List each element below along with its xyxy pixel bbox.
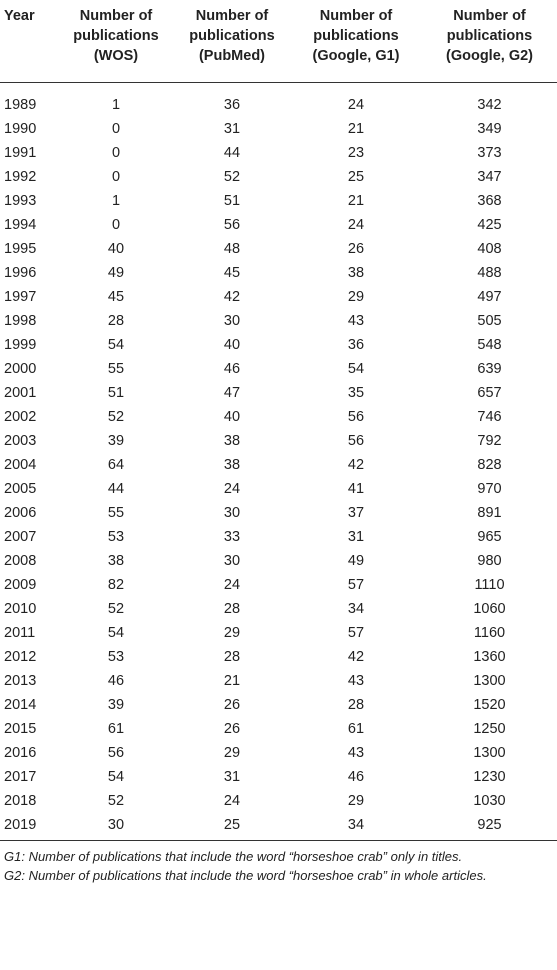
cell-wos: 55 [107, 360, 125, 377]
cell-year: 1992 [4, 168, 37, 185]
table-row [0, 549, 557, 573]
cell-year: 2015 [4, 720, 37, 737]
table-row [0, 213, 557, 237]
footnote-g2: G2: Number of publications that include the word “horseshoe crab” in whole articles. [4, 867, 487, 883]
cell-google-g1: 25 [347, 168, 365, 185]
header-line: Number of [319, 8, 393, 24]
cell-year: 2009 [4, 576, 37, 593]
cell-google-g1: 57 [347, 576, 365, 593]
cell-year: 1989 [4, 96, 37, 113]
cell-google-g2: 1250 [473, 720, 506, 737]
cell-wos: 38 [107, 552, 125, 569]
cell-wos: 44 [107, 480, 125, 497]
cell-wos: 55 [107, 504, 125, 521]
header-spacer [0, 82, 557, 93]
cell-year: 1990 [4, 120, 37, 137]
cell-year: 2000 [4, 360, 37, 377]
cell-year: 2005 [4, 480, 37, 497]
header-google-g1 [290, 0, 422, 82]
cell-google-g1: 43 [347, 672, 365, 689]
cell-pubmed: 45 [223, 264, 241, 281]
header-line: Number of [453, 8, 526, 24]
cell-year: 2004 [4, 456, 37, 473]
cell-pubmed: 30 [223, 552, 241, 569]
header-line: publications [446, 28, 533, 44]
cell-google-g1: 21 [347, 120, 365, 137]
cell-pubmed: 42 [223, 288, 241, 305]
cell-google-g2: 746 [477, 408, 502, 425]
cell-year: 1996 [4, 264, 37, 281]
cell-wos: 40 [107, 240, 125, 257]
table-row [0, 573, 557, 597]
cell-google-g1: 56 [347, 408, 365, 425]
cell-google-g2: 1300 [473, 672, 506, 689]
table-row [0, 813, 557, 837]
header-row [0, 0, 557, 82]
table-row [0, 717, 557, 741]
cell-google-g2: 497 [477, 288, 502, 305]
cell-google-g1: 41 [347, 480, 365, 497]
cell-year: 2002 [4, 408, 37, 425]
cell-google-g2: 425 [477, 216, 502, 233]
cell-wos: 56 [107, 744, 125, 761]
cell-wos: 53 [107, 648, 125, 665]
cell-wos: 61 [107, 720, 125, 737]
table-row [0, 525, 557, 549]
cell-google-g1: 31 [347, 528, 365, 545]
cell-pubmed: 31 [223, 120, 241, 137]
header-year [0, 0, 58, 82]
cell-google-g2: 891 [477, 504, 502, 521]
cell-wos: 39 [107, 696, 125, 713]
cell-pubmed: 29 [223, 624, 241, 641]
cell-wos: 64 [107, 456, 125, 473]
cell-wos: 46 [107, 672, 125, 689]
table-row [0, 333, 557, 357]
cell-google-g2: 1030 [473, 792, 506, 809]
cell-google-g2: 1520 [473, 696, 506, 713]
cell-google-g2: 1060 [473, 600, 506, 617]
cell-google-g2: 373 [477, 144, 502, 161]
header-line: publications [189, 28, 275, 44]
cell-google-g1: 42 [347, 648, 365, 665]
cell-year: 2001 [4, 384, 37, 401]
cell-pubmed: 24 [223, 576, 241, 593]
cell-google-g1: 38 [347, 264, 365, 281]
cell-google-g2: 505 [477, 312, 502, 329]
cell-google-g1: 34 [347, 816, 365, 833]
cell-pubmed: 29 [223, 744, 241, 761]
footnote-g1: G1: Number of publications that include the word “horseshoe crab” only in titles. [4, 848, 463, 864]
table-row [0, 93, 557, 117]
table-row [0, 189, 557, 213]
cell-pubmed: 44 [223, 144, 241, 161]
cell-wos: 0 [111, 168, 121, 185]
cell-google-g2: 970 [477, 480, 502, 497]
table-header [0, 0, 557, 82]
cell-google-g2: 828 [477, 456, 502, 473]
cell-google-g1: 29 [347, 792, 365, 809]
table-row [0, 453, 557, 477]
cell-google-g1: 29 [347, 288, 365, 305]
cell-pubmed: 26 [223, 696, 241, 713]
cell-year: 2011 [4, 624, 36, 641]
cell-pubmed: 33 [223, 528, 241, 545]
cell-year: 2017 [4, 768, 37, 785]
header-line: (Google, G2) [446, 48, 533, 64]
cell-google-g1: 24 [347, 216, 365, 233]
cell-year: 1994 [4, 216, 37, 233]
cell-wos: 1 [111, 96, 121, 113]
cell-google-g1: 54 [347, 360, 365, 377]
cell-wos: 0 [111, 216, 121, 233]
cell-google-g1: 56 [347, 432, 365, 449]
cell-google-g1: 26 [347, 240, 365, 257]
cell-year: 2016 [4, 744, 37, 761]
cell-wos: 54 [107, 624, 125, 641]
cell-wos: 52 [107, 408, 125, 425]
cell-pubmed: 24 [223, 480, 241, 497]
table-row [0, 501, 557, 525]
cell-pubmed: 47 [223, 384, 241, 401]
cell-google-g1: 35 [347, 384, 365, 401]
cell-wos: 1 [111, 192, 121, 209]
table-row [0, 357, 557, 381]
cell-pubmed: 40 [223, 336, 241, 353]
cell-google-g1: 61 [347, 720, 365, 737]
cell-wos: 0 [111, 144, 121, 161]
cell-year: 1998 [4, 312, 37, 329]
cell-year: 1993 [4, 192, 37, 209]
cell-google-g2: 965 [477, 528, 502, 545]
cell-google-g1: 57 [347, 624, 365, 641]
cell-google-g1: 21 [347, 192, 365, 209]
table-row [0, 381, 557, 405]
cell-pubmed: 52 [223, 168, 241, 185]
cell-wos: 52 [107, 792, 125, 809]
cell-wos: 52 [107, 600, 125, 617]
cell-google-g1: 28 [347, 696, 365, 713]
cell-google-g2: 1360 [473, 648, 506, 665]
cell-google-g2: 1300 [473, 744, 506, 761]
header-line: Year [4, 8, 35, 24]
table-row [0, 693, 557, 717]
cell-pubmed: 48 [223, 240, 241, 257]
header-wos [58, 0, 174, 82]
cell-pubmed: 38 [223, 432, 241, 449]
table-row [0, 741, 557, 765]
cell-year: 2006 [4, 504, 37, 521]
table-row [0, 309, 557, 333]
cell-year: 2007 [4, 528, 37, 545]
cell-google-g2: 408 [477, 240, 502, 257]
table-body [0, 93, 557, 837]
header-line: (WOS) [93, 48, 139, 64]
cell-google-g1: 49 [347, 552, 365, 569]
cell-year: 1995 [4, 240, 37, 257]
cell-wos: 0 [111, 120, 121, 137]
table-row [0, 237, 557, 261]
cell-google-g1: 34 [347, 600, 365, 617]
cell-pubmed: 26 [223, 720, 241, 737]
cell-google-g2: 342 [477, 96, 502, 113]
cell-google-g2: 925 [477, 816, 502, 833]
table-row [0, 117, 557, 141]
header-line: Number of [79, 8, 153, 24]
cell-year: 2012 [4, 648, 37, 665]
header-pubmed [174, 0, 290, 82]
table-row [0, 645, 557, 669]
cell-year: 1997 [4, 288, 37, 305]
table-footnotes [0, 841, 557, 885]
table-row [0, 765, 557, 789]
cell-pubmed: 38 [223, 456, 241, 473]
cell-year: 2010 [4, 600, 37, 617]
cell-pubmed: 28 [223, 600, 241, 617]
table-row [0, 141, 557, 165]
cell-google-g2: 657 [477, 384, 502, 401]
table-row [0, 621, 557, 645]
table-row [0, 285, 557, 309]
header-line: Number of [195, 8, 269, 24]
cell-wos: 51 [107, 384, 125, 401]
table-row [0, 165, 557, 189]
cell-pubmed: 21 [223, 672, 241, 689]
cell-google-g1: 24 [347, 96, 365, 113]
cell-google-g1: 43 [347, 312, 365, 329]
cell-wos: 49 [107, 264, 125, 281]
table-row [0, 261, 557, 285]
cell-google-g2: 980 [477, 552, 502, 569]
cell-pubmed: 40 [223, 408, 241, 425]
cell-google-g2: 792 [477, 432, 502, 449]
cell-google-g1: 43 [347, 744, 365, 761]
table-row [0, 477, 557, 501]
cell-year: 1999 [4, 336, 37, 353]
cell-google-g2: 1160 [473, 624, 506, 641]
cell-pubmed: 30 [223, 312, 241, 329]
cell-google-g2: 639 [477, 360, 502, 377]
cell-pubmed: 56 [223, 216, 241, 233]
cell-year: 2013 [4, 672, 37, 689]
cell-wos: 82 [107, 576, 125, 593]
cell-google-g2: 488 [477, 264, 502, 281]
cell-google-g1: 37 [347, 504, 365, 521]
cell-year: 1991 [4, 144, 37, 161]
table-row [0, 597, 557, 621]
table-row [0, 789, 557, 813]
cell-pubmed: 30 [223, 504, 241, 521]
cell-google-g1: 46 [347, 768, 365, 785]
cell-pubmed: 46 [223, 360, 241, 377]
cell-google-g2: 349 [477, 120, 502, 137]
header-google-g2 [422, 0, 557, 82]
cell-pubmed: 51 [223, 192, 241, 209]
table-row [0, 429, 557, 453]
cell-wos: 54 [107, 336, 125, 353]
cell-pubmed: 31 [223, 768, 241, 785]
cell-wos: 28 [107, 312, 125, 329]
cell-google-g2: 347 [477, 168, 502, 185]
cell-year: 2008 [4, 552, 37, 569]
cell-google-g2: 1230 [473, 768, 506, 785]
cell-google-g2: 368 [477, 192, 502, 209]
header-line: publications [313, 28, 399, 44]
cell-year: 2014 [4, 696, 37, 713]
cell-google-g2: 1110 [474, 576, 505, 593]
cell-wos: 54 [107, 768, 125, 785]
cell-wos: 30 [107, 816, 125, 833]
cell-google-g2: 548 [477, 336, 502, 353]
cell-pubmed: 24 [223, 792, 241, 809]
cell-wos: 53 [107, 528, 125, 545]
cell-year: 2019 [4, 816, 37, 833]
cell-year: 2018 [4, 792, 37, 809]
table-row [0, 405, 557, 429]
cell-google-g1: 36 [347, 336, 365, 353]
cell-pubmed: 36 [223, 96, 241, 113]
header-line: (PubMed) [198, 48, 266, 64]
cell-wos: 45 [107, 288, 125, 305]
cell-pubmed: 28 [223, 648, 241, 665]
cell-year: 2003 [4, 432, 37, 449]
header-line: (Google, G1) [312, 48, 400, 64]
cell-wos: 39 [107, 432, 125, 449]
cell-google-g1: 23 [347, 144, 365, 161]
cell-google-g1: 42 [347, 456, 365, 473]
cell-pubmed: 25 [223, 816, 241, 833]
table-row [0, 669, 557, 693]
header-line: publications [73, 28, 159, 44]
